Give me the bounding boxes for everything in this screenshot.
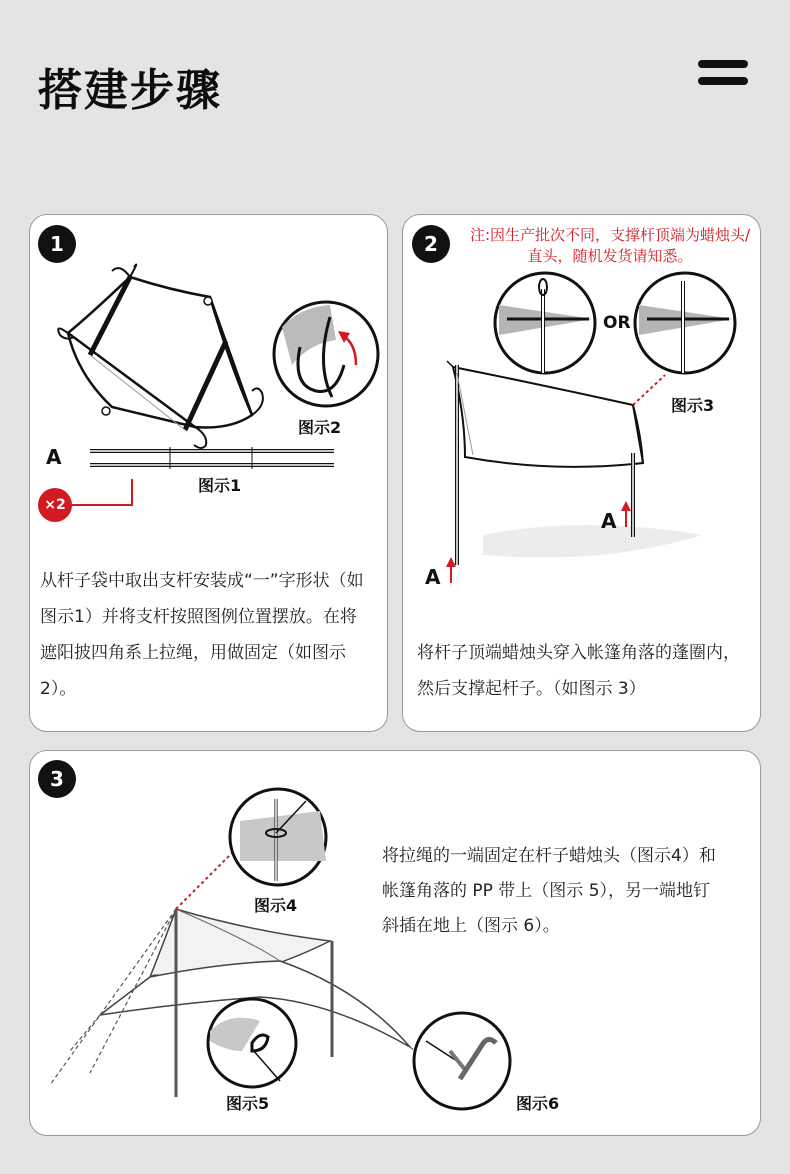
- grommet: [102, 407, 110, 415]
- step-number-badge: 2: [412, 225, 450, 263]
- rope-icon: [194, 427, 206, 448]
- step-card-2: [402, 214, 761, 732]
- rope-icon: [252, 388, 263, 415]
- pole-label-a: A: [601, 509, 617, 533]
- red-dotted-connector: [176, 847, 238, 909]
- step1-illustration: [30, 215, 388, 555]
- red-connector-line: [72, 479, 132, 505]
- figure6-magnifier: [414, 1013, 510, 1109]
- step-card-1: [29, 214, 388, 732]
- red-arrow-icon: [446, 557, 456, 567]
- tarp-shape: [453, 367, 643, 467]
- step-number-badge: 3: [38, 760, 76, 798]
- step-card-3: [29, 750, 761, 1136]
- figure-label-6: 图示6: [516, 1094, 560, 1113]
- step-description: 将杆子顶端蜡烛头穿入帐篷角落的蓬圈内，然后支撑起杆子。（如图示 3）: [417, 643, 740, 699]
- hamburger-menu-icon[interactable]: [698, 60, 750, 90]
- figure-label-4: 图示4: [254, 896, 298, 915]
- step-number-badge: 1: [38, 225, 76, 263]
- figure-label-5: 图示5: [226, 1094, 270, 1113]
- menu-line-icon: [698, 77, 748, 85]
- step-description: 从杆子袋中取出支杆安装成“一”字形状（如图示1）并将支杆按照图例位置摆放。在将遮阳披四角系上拉绳，用做固定（如图示2）。: [40, 571, 364, 699]
- rope-icon: [112, 265, 136, 277]
- red-arrow-icon: [621, 501, 631, 511]
- figure-label-1: 图示1: [198, 476, 242, 495]
- quantity-badge: ×2: [38, 488, 72, 522]
- step-description: 将拉绳的一端固定在杆子蜡烛头（图示4）和帐篷角落的 PP 带上（图示 5），另一端地钉斜插在地上（图示 6）。: [382, 846, 716, 936]
- red-dotted-connector: [633, 375, 665, 405]
- step2-illustration: [403, 215, 761, 625]
- grommet: [204, 297, 212, 305]
- menu-line-icon: [698, 60, 748, 68]
- page-title: 搭建步骤: [38, 65, 222, 116]
- figure-label-3: 图示3: [671, 396, 715, 415]
- tarp-flat-shape: [68, 277, 252, 428]
- batch-note: 注:因生产批次不同，支撑杆顶端为蜡烛头/直头，随机发货请知悉。: [469, 226, 751, 265]
- pole-label-a: A: [425, 565, 441, 589]
- figure-label-2: 图示2: [298, 418, 342, 437]
- or-text: OR: [603, 313, 631, 333]
- pole-label-a: A: [46, 445, 62, 469]
